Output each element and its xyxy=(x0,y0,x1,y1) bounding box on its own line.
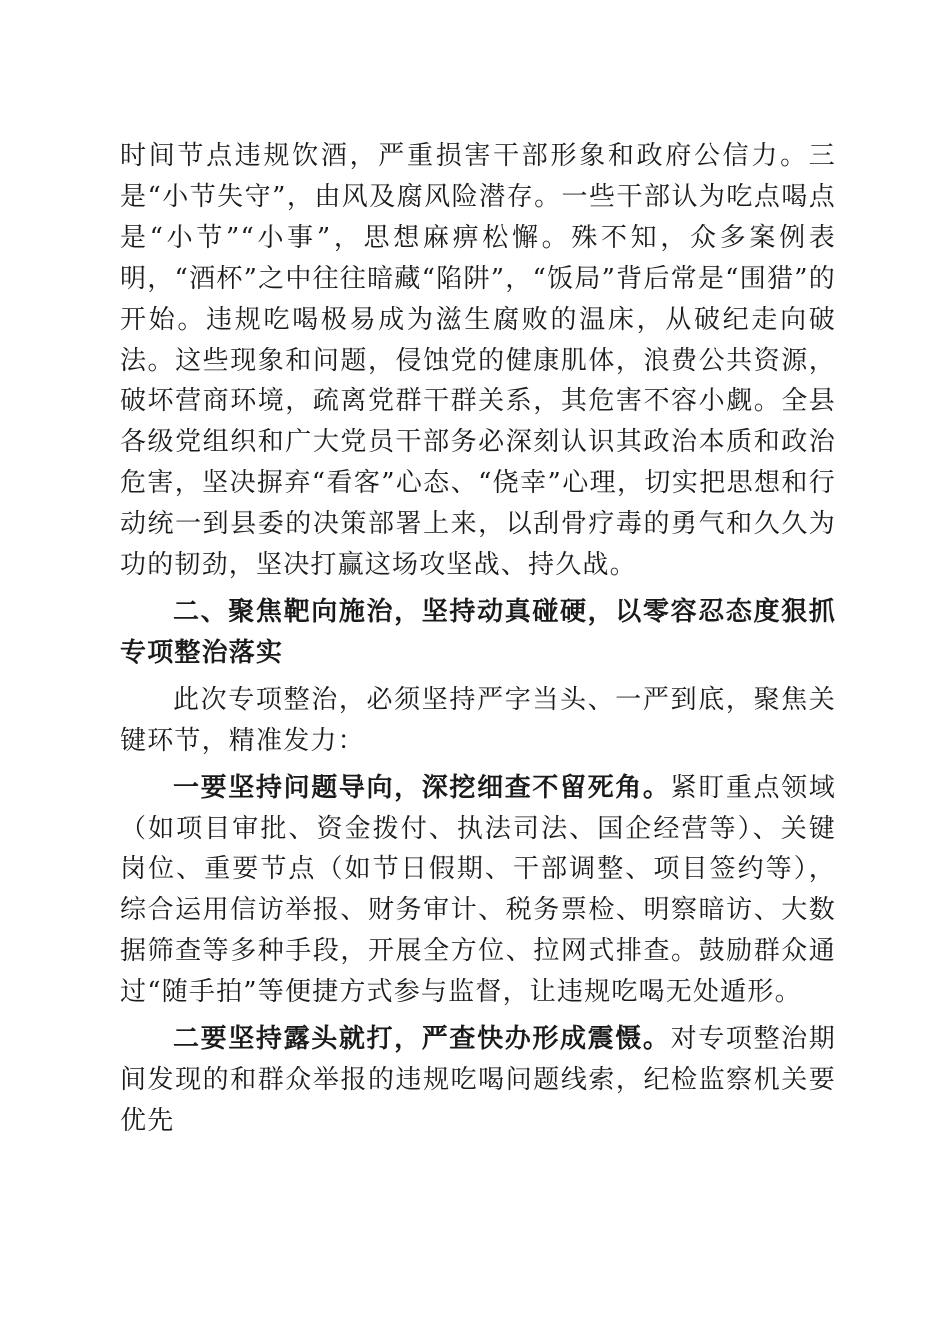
body-paragraph-intro: 此次专项整治，必须坚持严字当头、一严到底，聚焦关键环节，精准发力： xyxy=(120,684,836,756)
document-page xyxy=(120,136,836,1142)
body-paragraph-1: 时间节点违规饮酒，严重损害干部形象和政府公信力。三是“小节失守”，由风及腐风险潜存。一些干部认为吃点喝点是“小节”“小事”，思想麻痹松懈。殊不知，众多案例表明，“酒杯”之中往往暗藏“陷阱”，“饭局”背后常是“围猎”的开始。违规吃喝极易成为滋生腐败的温床，从破纪走向破法。这些现象和问题，侵蚀党的健康肌体，浪费公共资源，破坏营商环境，疏离党群干群关系，其危害不容小觑。全县各级党组织和广大党员干部务必深刻认识其政治本质和政治危害，坚决摒弃“看客”心态、“侥幸”心理，切实把思想和行动统一到县委的决策部署上来，以刮骨疗毒的勇气和久久为功的韧劲，坚决打赢这场攻坚战、持久战。 xyxy=(120,141,836,581)
list-item-2-lead: 二要坚持露头就打，严查快办形成震慑。 xyxy=(173,1024,671,1055)
list-item-1-lead: 一要坚持问题导向，深挖细查不留死角。 xyxy=(173,772,671,803)
list-item-1-body: 紧盯重点领域（如项目审批、资金拨付、执法司法、国企经营等）、关键岗位、重要节点（如节日假期、干部调整、项目签约等），综合运用信访举报、财务审计、税务票检、明察暗访、大数据筛查等多种手段，开展全方位、拉网式排查。鼓励群众通过“随手拍”等便捷方式参与监督，让违规吃喝无处遁形。 xyxy=(120,772,836,1008)
list-item-1 xyxy=(120,768,836,1013)
list-item-2 xyxy=(120,1019,836,1142)
section-heading-2: 二、聚焦靶向施治，坚持动真碰硬，以零容忍态度狠抓专项整治落实 xyxy=(120,596,836,668)
list-item-2-body: 对专项整治期间发现的和群众举报的违规吃喝问题线索，纪检监察机关要优先 xyxy=(120,1024,836,1136)
